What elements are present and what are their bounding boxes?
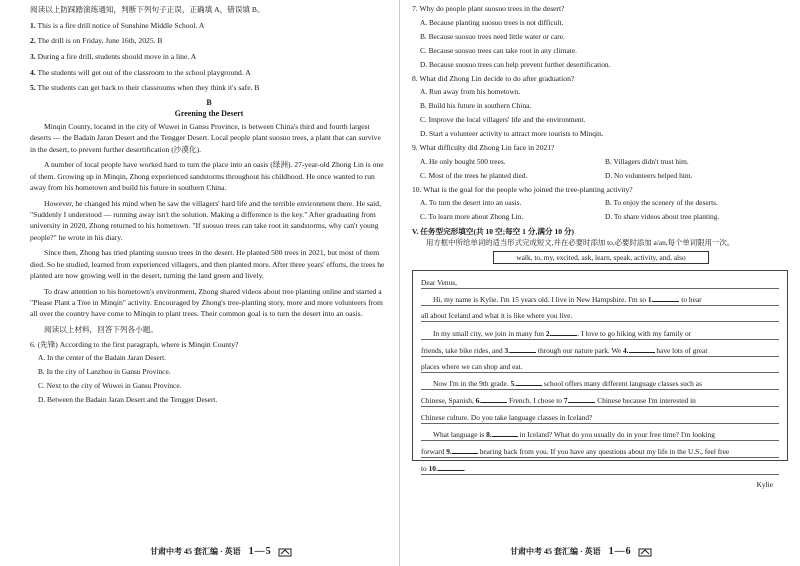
q6-option-b: B. In the city of Lanzhou in Gansu Province. bbox=[38, 367, 171, 377]
letter-line: Chinese culture. Do you take language classes in Iceland? bbox=[421, 412, 779, 424]
passage-paragraph-5: To draw attention to his hometown's environment, Zhong shared videos about tree planting online and started a "Please Plant a Tree in Minqin" activity. Encouraged by Zhong's tree-planting story, more and more volunteers from all over the country have come to Minqin to plant trees. Their common goal is to turn the desert into an oasis. bbox=[30, 286, 383, 319]
letter-signature: Kylie bbox=[756, 480, 773, 490]
letter-line: friends, take bike rides, and 3. through our nature park. We 4. have lots of great bbox=[421, 344, 779, 357]
q9-options-row-1 bbox=[412, 157, 790, 167]
passage-paragraph-2: A number of local people have worked hard to turn the place into an oasis (绿洲). 27-year-old Zhong Lin is one of them. Growing up in Minqin, Zhong experienced sandstorms throughout his childhood. He once wanted to run away from his hometown and build his future in southern China. bbox=[30, 160, 384, 192]
q10-option-c: C. To learn more about Zhong Lin. bbox=[420, 212, 524, 221]
blank-5[interactable] bbox=[516, 377, 542, 386]
passage-paragraph-4: Since then, Zhong has tried planting suosuo trees in the desert. He planted 500 trees in 2021, but most of them died. So he studied, learned from experienced villagers, and then planted more. After three years' efforts, the trees he planted are now growing well in the desert, turning the land green and lively. bbox=[30, 248, 385, 280]
q7-option-d: D. Because suosuo trees can help prevent further desertification. bbox=[420, 59, 611, 69]
letter-line: places where we can shop and eat. bbox=[421, 361, 779, 373]
blank-4[interactable] bbox=[629, 344, 655, 353]
blank-1[interactable] bbox=[653, 293, 679, 302]
q6-option-c: C. Next to the city of Wuwei in Gansu Province. bbox=[38, 381, 182, 391]
q6-option-a: A. In the center of the Badain Jaran Desert. bbox=[38, 353, 167, 363]
blank-8[interactable] bbox=[492, 428, 518, 437]
q9-option-c: C. Most of the trees he planted died. bbox=[420, 170, 528, 180]
footer-title: 甘肃中考 45 套汇编 · 英语 bbox=[510, 547, 601, 556]
blank-10[interactable] bbox=[438, 462, 464, 471]
blank-9[interactable] bbox=[452, 445, 478, 454]
letter-line: In my small city, we join in many fun 2. . I love to go hiking with my family or bbox=[421, 327, 779, 340]
tf-item-1: 1. This is a fire drill notice of Sunshine Middle School. A bbox=[30, 20, 205, 30]
q7-option-c: C. Because suosuo trees can take root in any climate. bbox=[420, 45, 578, 55]
letter-line: Now I'm in the 9th grade. 5. school offers many different language classes such as bbox=[421, 377, 779, 390]
publisher-logo-icon bbox=[638, 547, 652, 557]
q8-option-d: D. Start a volunteer activity to attract more tourists to Minqin. bbox=[420, 129, 604, 138]
q9-options-row-2 bbox=[412, 171, 790, 181]
q6-option-d: D. Between the Badain Jaran Desert and the Tengger Desert. bbox=[38, 395, 218, 405]
letter-box bbox=[412, 270, 788, 490]
right-footer bbox=[510, 546, 652, 558]
q8-option-a: A. Run away from his hometown. bbox=[420, 87, 521, 96]
q9-option-b: B. Villagers didn't trust him. bbox=[605, 156, 689, 166]
question-6: 6. (先锋) According to the first paragraph, where is Minqin County? bbox=[30, 339, 239, 349]
q9-option-d: D. No volunteers helped him. bbox=[605, 170, 693, 180]
blank-7[interactable] bbox=[569, 394, 595, 403]
q7-option-a: A. Because planting suosuo trees is not difficult. bbox=[420, 17, 564, 27]
question-8: 8. What did Zhong Lin decide to do after graduation? bbox=[412, 73, 575, 83]
tf-item-2: 2. The drill is on Friday, June 16th, 2025. B bbox=[30, 36, 163, 46]
letter-line: Chinese, Spanish, 6. French. I chose to 7. Chinese because I'm interested in bbox=[421, 394, 779, 407]
tf-item-3: 3. During a fire drill, students should move in a line. A bbox=[30, 52, 197, 62]
q10-options-row-1 bbox=[412, 198, 790, 208]
letter-line: What language is 8. in Iceland? What do you usually do in your free time? I'm looking bbox=[421, 428, 779, 441]
tf-item-5: 5. The students can get back to their classrooms when they think it's safe. B bbox=[30, 83, 260, 93]
footer-title: 甘肃中考 45 套汇编 · 英语 bbox=[150, 547, 241, 556]
question-7: 7. Why do people plant suosuo trees in the desert? bbox=[412, 4, 565, 13]
blank-2[interactable] bbox=[551, 327, 577, 336]
tf-item-4: 4. The students will get out of the classroom to the school playground. A bbox=[30, 67, 251, 77]
passage-paragraph-1: Minqin County, located in the city of Wuwei in Gansu Province, is between China's third and fourth largest deserts — the Badain Jaran Desert and the Tengger Desert. Local people plant suosuo trees, a plant that can survive in the desert, to prevent further desertification (沙漠化). bbox=[30, 122, 381, 154]
q10-option-d: D. To share videos about tree planting. bbox=[605, 212, 720, 221]
question-10: 10. What is the goal for the people who joined the tree-planting activity? bbox=[412, 184, 633, 194]
section-heading-b: B bbox=[206, 98, 212, 108]
q10-option-a: A. To turn the desert into an oasis. bbox=[420, 198, 522, 207]
q7-option-b: B. Because suosuo trees need little water or care. bbox=[420, 31, 565, 41]
page-number: 1—5 bbox=[248, 546, 272, 557]
word-box: walk, to, my, excited, ask, learn, speak, activity, and, also bbox=[493, 251, 709, 264]
question-9: 9. What difficulty did Zhong Lin face in 2021? bbox=[412, 143, 555, 152]
publisher-logo-icon bbox=[278, 547, 292, 557]
left-footer bbox=[150, 546, 292, 558]
letter-greeting: Dear Venus, bbox=[421, 277, 779, 289]
letter-line: forward 9. hearing back from you. If you have any questions about my life in the U.S., feel free bbox=[421, 445, 779, 458]
passage-title: Greening the Desert bbox=[174, 109, 244, 119]
blank-6[interactable] bbox=[481, 394, 507, 403]
right-page bbox=[400, 0, 800, 566]
letter-line: to 10. . bbox=[421, 462, 779, 475]
passage-paragraph-3: However, he changed his mind when he saw the villagers' hard life and the terrible environment there. He said, "Suddenly I understood — running away isn't the solution. Making a difference is the key." After graduating from university in 2020, Zhong returned to his hometown. "If suosuo trees can take root in sandstorms, why can't young people?" he wrote in his diary. bbox=[30, 198, 381, 242]
blank-3[interactable] bbox=[510, 344, 536, 353]
section-5-instruction: 用方框中所给单词的适当形式完成短文,并在必要时添加 to,必要时添加 a/an,每个单词限用一次。 bbox=[426, 238, 735, 247]
section-5-heading: V. 任务型完形填空(共 10 空;每空 1 分,满分 10 分) bbox=[412, 227, 575, 236]
q8-option-b: B. Build his future in southern China. bbox=[420, 101, 532, 110]
letter-line: all about Iceland and what it is like where you live. bbox=[421, 310, 779, 322]
tf-instruction: 阅读以上防踩踏演练通知，判断下列句子正误，正确填 A，错误填 B。 bbox=[30, 5, 265, 14]
letter-line: Hi, my name is Kylie. I'm 15 years old. I live in New Hampshire. I'm so 1. to hear bbox=[421, 293, 779, 306]
questions-instruction: 阅读以上材料，回答下列各小题。 bbox=[44, 324, 158, 334]
q9-option-a: A. He only bought 500 trees. bbox=[420, 156, 506, 166]
page-number: 1—6 bbox=[608, 546, 632, 557]
q10-options-row-2 bbox=[412, 212, 790, 222]
q10-option-b: B. To enjoy the scenery of the deserts. bbox=[605, 198, 718, 207]
q8-option-c: C. Improve the local villagers' life and the environment. bbox=[420, 115, 586, 124]
